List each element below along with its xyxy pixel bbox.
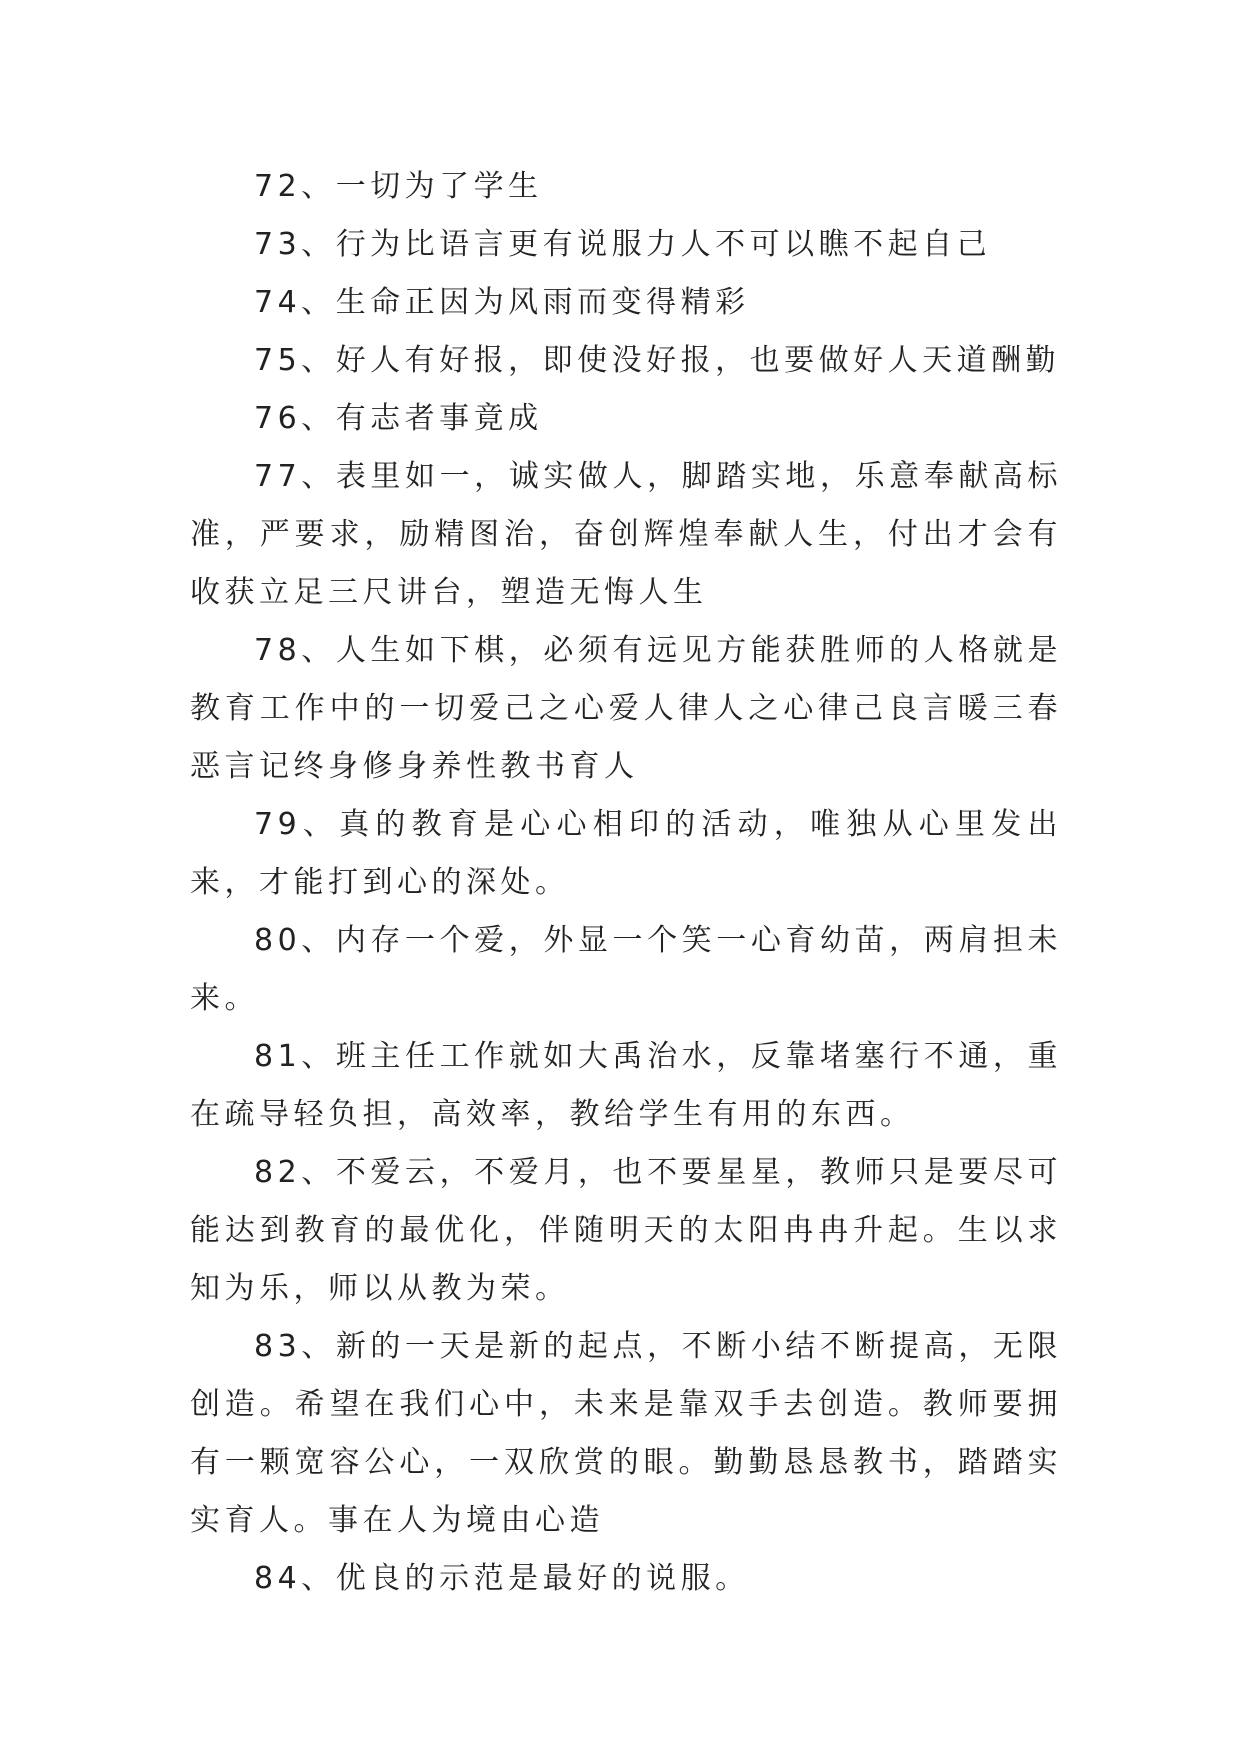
entry-number: 74、: [254, 285, 336, 320]
entry-text: 班主任工作就如大禹治水，反靠堵塞行不通，重在疏导轻负担，高效率，教给学生有用的东西。: [190, 1039, 1062, 1132]
entry-number: 80、: [254, 923, 336, 958]
list-item: [190, 1550, 1062, 1608]
entry-text: 一切为了学生: [335, 169, 543, 204]
entry-number: 72、: [254, 169, 336, 204]
list-item: [190, 1028, 1062, 1144]
entry-text: 人生如下棋，必须有远见方能获胜师的人格就是教育工作中的一切爱己之心爱人律人之心律己良言暖三春恶言记终身修身养性教书育人: [190, 633, 1062, 784]
entry-text: 内存一个爱，外显一个笑一心育幼苗，两肩担未来。: [190, 923, 1062, 1016]
entry-text: 表里如一，诚实做人，脚踏实地，乐意奉献高标准，严要求，励精图治，奋创辉煌奉献人生，付出才会有收获立足三尺讲台，塑造无悔人生: [190, 459, 1062, 610]
entry-number: 84、: [254, 1561, 336, 1596]
quote-list: [190, 158, 1062, 1608]
list-item: [190, 1318, 1062, 1550]
list-item: [190, 1144, 1062, 1318]
list-item: [190, 912, 1062, 1028]
entry-number: 81、: [254, 1039, 336, 1074]
entry-number: 79、: [254, 807, 340, 842]
entry-text: 不爱云，不爱月，也不要星星，教师只是要尽可能达到教育的最优化，伴随明天的太阳冉冉升起。生以求知为乐，师以从教为荣。: [190, 1155, 1062, 1306]
list-item: [190, 796, 1062, 912]
entry-text: 生命正因为风雨而变得精彩: [335, 285, 750, 320]
entry-number: 78、: [254, 633, 336, 668]
entry-text: 好人有好报，即使没好报，也要做好人天道酬勤: [335, 343, 1061, 378]
entry-text: 新的一天是新的起点，不断小结不断提高，无限创造。希望在我们心中，未来是靠双手去创造。教师要拥有一颗宽容公心，一双欣赏的眼。勤勤恳恳教书，踏踏实实育人。事在人为境由心造: [190, 1329, 1062, 1538]
list-item: [190, 622, 1062, 796]
entry-number: 77、: [254, 459, 336, 494]
entry-number: 76、: [254, 401, 336, 436]
entry-number: 82、: [254, 1155, 336, 1190]
entry-number: 73、: [254, 227, 336, 262]
entry-text: 真的教育是心心相印的活动，唯独从心里发出来，才能打到心的深处。: [190, 807, 1062, 900]
entry-text: 有志者事竟成: [335, 401, 543, 436]
list-item: [190, 332, 1062, 390]
entry-text: 行为比语言更有说服力人不可以瞧不起自己: [335, 227, 992, 262]
list-item: [190, 390, 1062, 448]
list-item: [190, 448, 1062, 622]
entry-number: 75、: [254, 343, 336, 378]
entry-text: 优良的示范是最好的说服。: [335, 1561, 750, 1596]
entry-number: 83、: [254, 1329, 336, 1364]
list-item: [190, 274, 1062, 332]
list-item: [190, 158, 1062, 216]
list-item: [190, 216, 1062, 274]
